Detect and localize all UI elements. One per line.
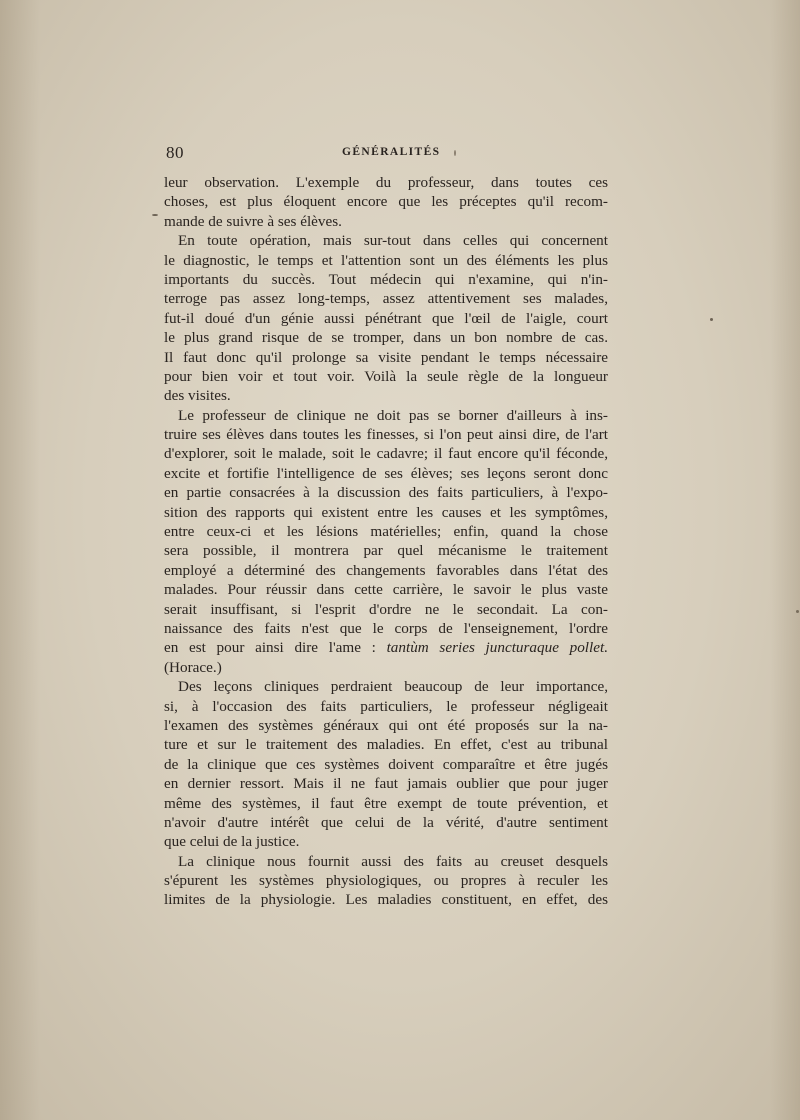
text-line: Il faut donc qu'il prolonge sa visite pendant le temps nécessaire bbox=[164, 348, 608, 366]
text-line: choses, est plus éloquent encore que les préceptes qu'il recom- bbox=[164, 193, 608, 211]
text-line: truire ses élèves dans toutes les finesses, si l'on peut ainsi dire, de l'art bbox=[164, 426, 608, 444]
paragraph-first-line: La clinique nous fournit aussi des faits au creuset desquels bbox=[178, 852, 608, 870]
text-line: sera possible, il montrera par quel mécanisme le traitement bbox=[164, 542, 608, 560]
text-line: en dernier ressort. Mais il ne faut jamais oublier que pour juger bbox=[164, 775, 608, 793]
text-line: ture et sur le traitement des maladies. En effet, c'est au tribunal bbox=[164, 736, 608, 754]
text-line: le diagnostic, le temps et l'attention sont un des éléments les plus bbox=[164, 251, 608, 269]
paragraph-first-line: Des leçons cliniques perdraient beaucoup de leur importance, bbox=[178, 678, 608, 696]
ink-speck bbox=[152, 214, 158, 216]
text-line: l'examen des systèmes généraux qui ont été proposés sur la na- bbox=[164, 716, 608, 734]
text-line: leur observation. L'exemple du professeur, dans toutes ces bbox=[164, 174, 608, 191]
paragraph-first-line: En toute opération, mais sur-tout dans celles qui concernent bbox=[178, 232, 608, 250]
text-line: que celui de la justice. bbox=[164, 833, 300, 851]
page-header bbox=[166, 143, 606, 167]
body-text bbox=[164, 173, 608, 910]
text-line: des visites. bbox=[164, 387, 231, 405]
text-line: employé a déterminé des changements favorables dans l'état des bbox=[164, 561, 608, 579]
text-line: entre ceux-ci et les lésions matérielles; enfin, quand la chose bbox=[164, 523, 608, 541]
text-line: s'épurent les systèmes physiologiques, ou propres à reculer les bbox=[164, 872, 608, 890]
text-line: (Horace.) bbox=[164, 658, 222, 676]
text-line: excite et fortifie l'intelligence de ses élèves; ses leçons seront donc bbox=[164, 464, 608, 482]
ink-speck bbox=[454, 150, 456, 156]
text-line-with-quote bbox=[164, 638, 608, 657]
ink-speck bbox=[796, 610, 799, 613]
running-head: GÉNÉRALITÉS bbox=[342, 146, 441, 158]
text-line: n'avoir d'autre intérêt que celui de la vérité, d'autre sentiment bbox=[164, 813, 608, 831]
text-line: d'explorer, soit le malade, soit le cadavre; il faut encore qu'il féconde, bbox=[164, 445, 608, 463]
text-line: fut-il doué d'un génie aussi pénétrant que l'œil de l'aigle, court bbox=[164, 309, 608, 327]
text-line: terroge pas assez long-temps, assez attentivement ses malades, bbox=[164, 290, 608, 308]
text-line: le plus grand risque de se tromper, dans un bon nombre de cas. bbox=[164, 329, 608, 347]
text-line: de la clinique que ces systèmes doivent comparaître et être jugés bbox=[164, 755, 608, 773]
text-line: naissance des faits n'est que le corps de l'enseignement, l'ordre bbox=[164, 619, 608, 637]
text-line: pour bien voir et tout voir. Voilà la seule règle de la longueur bbox=[164, 367, 608, 385]
page-number: 80 bbox=[166, 143, 184, 162]
paragraph-first-line: Le professeur de clinique ne doit pas se borner d'ailleurs à ins- bbox=[178, 406, 608, 424]
text-line: importants du succès. Tout médecin qui n'examine, qui n'in- bbox=[164, 270, 608, 288]
text-line: sition des rapports qui existent entre les causes et les symptômes, bbox=[164, 503, 608, 521]
text-line: serait insuffisant, si l'esprit d'ordre ne le secondait. La con- bbox=[164, 600, 608, 618]
text-line: si, à l'occasion des faits particuliers, le professeur négligeait bbox=[164, 697, 608, 715]
latin-quote: tantùm series juncturaque pollet. bbox=[386, 639, 608, 657]
text-line: en partie consacrées à la discussion des faits particuliers, à l'expo- bbox=[164, 484, 608, 502]
text-line: même des systèmes, il faut être exempt de toute prévention, et bbox=[164, 794, 608, 812]
text-segment: en est pour ainsi dire l'ame : bbox=[164, 639, 387, 657]
text-line: limites de la physiologie. Les maladies constituent, en effet, des bbox=[164, 891, 608, 909]
ink-speck bbox=[710, 318, 713, 321]
text-line: malades. Pour réussir dans cette carrière, le savoir le plus vaste bbox=[164, 581, 608, 599]
text-line: mande de suivre à ses élèves. bbox=[164, 212, 342, 230]
